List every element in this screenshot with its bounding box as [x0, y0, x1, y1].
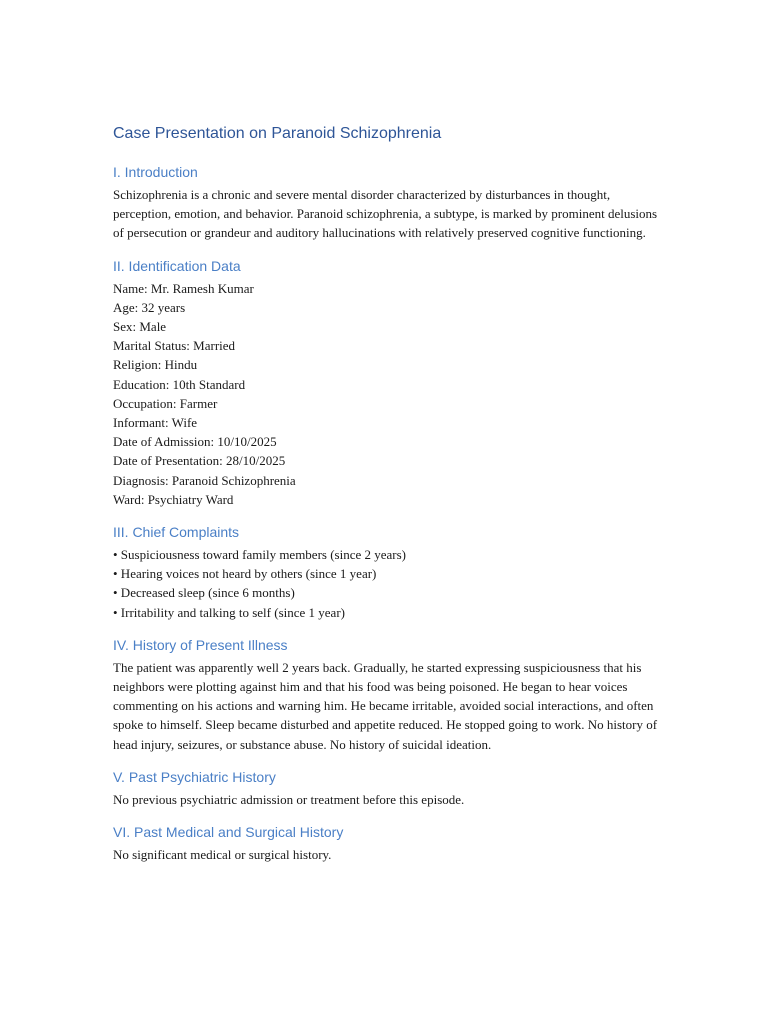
complaint-item: • Irritability and talking to self (since 1 year): [113, 604, 345, 620]
section-present-illness: [113, 635, 658, 754]
present-illness-text: The patient was apparently well 2 years back. Gradually, he started expressing suspiciousness that his neighbors were plotting against him and that his food was being poisoned. He began to hear voices commenting on his actions and warning him. He became irritable, avoided social interactions, and often spoke to himself. Sleep became disturbed and appetite reduced. He stopped going to work. No history of head injury, seizures, or substance abuse. No history of suicidal ideation.: [113, 659, 658, 752]
section-past-psychiatric-history: [113, 767, 658, 809]
section-identification-data: [113, 256, 658, 509]
section-past-medical-history: [113, 822, 658, 864]
identification-informant: Informant: Wife: [113, 415, 198, 431]
complaint-item: • Decreased sleep (since 6 months): [113, 585, 295, 601]
identification-ward: Ward: Psychiatry Ward: [113, 491, 234, 507]
past-medical-heading: VI. Past Medical and Surgical History: [113, 824, 344, 841]
identification-marital-status: Marital Status: Married: [113, 338, 236, 354]
identification-sex: Sex: Male: [113, 319, 167, 335]
complaint-item: • Suspiciousness toward family members (since 2 years): [113, 547, 407, 563]
introduction-heading: I. Introduction: [113, 164, 198, 180]
introduction-text: Schizophrenia is a chronic and severe mental disorder characterized by disturbances in thought, perception, emotion, and behavior. Paranoid schizophrenia, a subtype, is marked by prominent delusions of persecution or grandeur and auditory hallucinations with relatively preserved cognitive functioning.: [113, 187, 658, 241]
document-title: Case Presentation on Paranoid Schizophrenia: [113, 125, 442, 142]
section-chief-complaints: [113, 522, 658, 622]
past-psychiatric-text: No previous psychiatric admission or treatment before this episode.: [113, 791, 465, 807]
section-introduction: [113, 162, 658, 243]
present-illness-heading: IV. History of Present Illness: [113, 636, 288, 653]
document-page: [113, 122, 658, 877]
identification-education: Education: 10th Standard: [113, 376, 246, 392]
identification-age: Age: 32 years: [113, 299, 186, 315]
chief-complaints-heading: III. Chief Complaints: [113, 524, 240, 541]
identification-name: Name: Mr. Ramesh Kumar: [113, 280, 254, 296]
past-psychiatric-heading: V. Past Psychiatric History: [113, 768, 276, 785]
past-medical-text: No significant medical or surgical history.: [113, 847, 332, 863]
identification-date-of-admission: Date of Admission: 10/10/2025: [113, 434, 277, 450]
identification-date-of-presentation: Date of Presentation: 28/10/2025: [113, 453, 286, 469]
identification-heading: II. Identification Data: [113, 257, 241, 274]
identification-occupation: Occupation: Farmer: [113, 395, 218, 411]
identification-religion: Religion: Hindu: [113, 357, 198, 373]
complaint-item: • Hearing voices not heard by others (since 1 year): [113, 566, 377, 582]
identification-diagnosis: Diagnosis: Paranoid Schizophrenia: [113, 472, 296, 488]
